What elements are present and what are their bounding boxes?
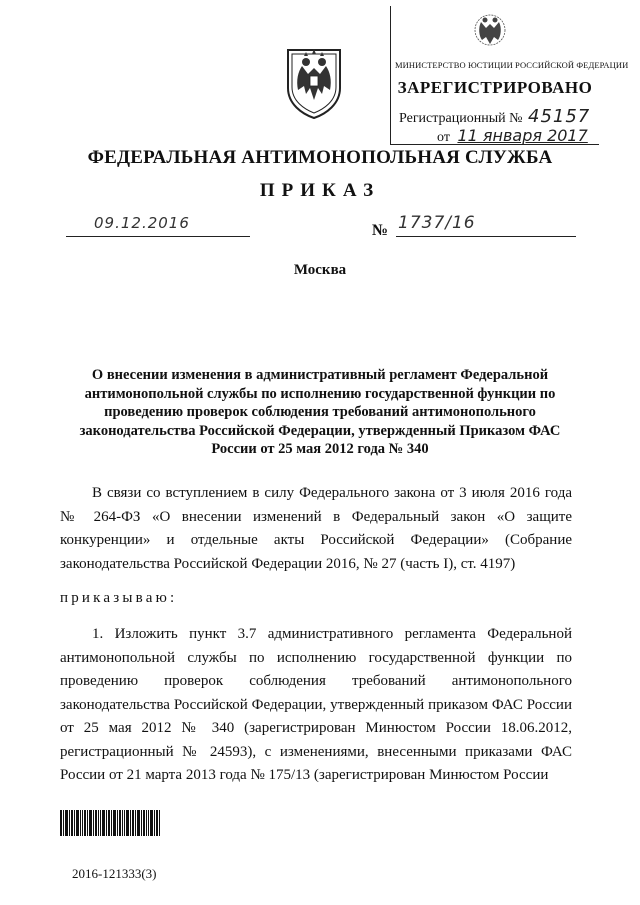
order-title: О внесении изменения в административный регламент Федеральной антимонопольной службы по исполнению государственной функции по проведению проверок соблюдения требований антимонопольного законодательства Российской Федерации, утвержденный Приказом ФАС России от 25 мая 2012 года № 340 bbox=[79, 367, 561, 457]
stamp-reg-date: 11 января 2017 bbox=[457, 126, 588, 145]
stamp-date-row bbox=[437, 126, 588, 146]
stamp-reg-number: 45157 bbox=[528, 106, 591, 127]
stamp-date-label: от bbox=[437, 130, 450, 145]
order-number-field bbox=[396, 213, 576, 237]
organization-name: ФЕДЕРАЛЬНАЯ АНТИМОНОПОЛЬНАЯ СЛУЖБА bbox=[87, 147, 553, 168]
stamp-ministry: МИНИСТЕРСТВО ЮСТИЦИИ РОССИЙСКОЙ ФЕДЕРАЦИИ bbox=[395, 60, 629, 70]
order-number-label: № bbox=[372, 222, 389, 239]
city: Москва bbox=[293, 262, 347, 278]
order-date-field bbox=[66, 216, 250, 237]
registration-stamp bbox=[390, 6, 629, 145]
order-number: 1737/16 bbox=[398, 213, 476, 233]
preamble-paragraph: В связи со вступлением в силу Федерального закона от 3 июля 2016 года № 264-ФЗ «О внесении изменений в Федеральный закон «О защите конкуренции» и отдельные акты Российской Федерации» (Собрание законодательства Российской Федерации 2016, № 27 (часть I), ст. 4197) bbox=[60, 485, 572, 572]
eagle-emblem-icon bbox=[473, 12, 507, 52]
barcode-icon bbox=[60, 810, 160, 836]
document-type: ПРИКАЗ bbox=[259, 180, 381, 201]
stamp-reg-label: Регистрационный № bbox=[399, 111, 523, 126]
stamp-reg-row bbox=[399, 106, 590, 127]
document-code: 2016-121333(3) bbox=[72, 866, 157, 881]
stamp-registered: ЗАРЕГИСТРИРОВАНО bbox=[397, 78, 593, 97]
item-1-paragraph: 1. Изложить пункт 3.7 административного регламента Федеральной антимонопольной службы по исполнению государственной функции по проведению проверок соблюдения требований антимонопольного законодательства Российской Федерации, утвержденный приказом ФАС России от 25 мая 2012 № 340 (зарегистрирован Минюстом России 18.06.2012, регистрационный № 24593), с изменениями, внесенными приказами ФАС России от 21 марта 2013 года № 175/13 (зарегистрирован Минюстом России bbox=[60, 626, 572, 783]
coat-of-arms-icon bbox=[282, 44, 346, 120]
order-date: 09.12.2016 bbox=[94, 214, 190, 232]
decree-word: приказываю: bbox=[60, 590, 178, 606]
